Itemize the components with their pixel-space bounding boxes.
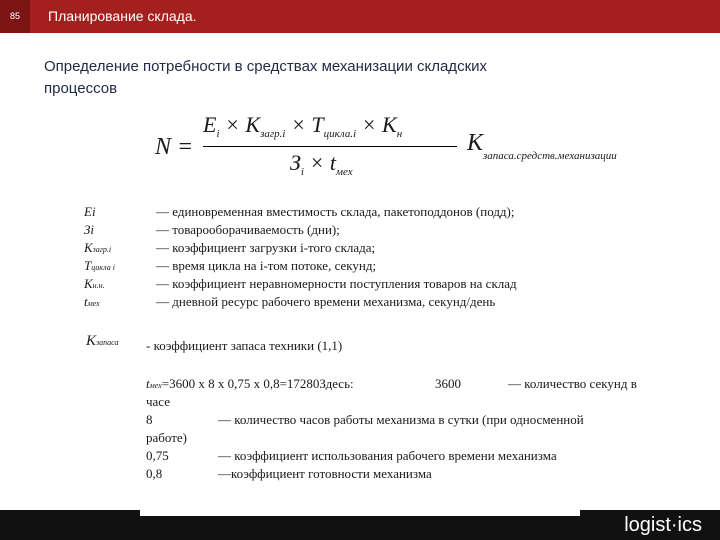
calc-line: 0,8 —коэффициент готовности механизма [146, 466, 432, 481]
definition-text: — коэффициент неравномерности поступления товаров на склад [156, 276, 517, 291]
reserve-text: - коэффициент запаса техники (1,1) [146, 338, 343, 353]
definition-symbol: tмех [84, 294, 100, 309]
subtitle: Определение потребности в средствах механизации складских процессов [44, 58, 488, 97]
definition-text: — коэффициент загрузки i-того склада; [156, 240, 376, 255]
calc-line: работе) [146, 430, 187, 445]
reserve-symbol: Kзапаса [86, 333, 119, 349]
definition-text: — единовременная вместимость склада, пакетоподдонов (подд); [156, 204, 515, 219]
calculation-block [146, 375, 686, 483]
definition-symbol: Tцикла i [84, 258, 115, 273]
definition-symbol: Ei [84, 204, 96, 219]
definition-symbol: Зi [84, 222, 95, 237]
formula [155, 108, 695, 188]
formula-denominator: $З_i \times t_{мех}$ [290, 150, 353, 178]
definition-symbol: Kзагр.i [84, 240, 112, 255]
calc-line: 0,75 — коэффициент использования рабочего времени механизма [146, 448, 557, 463]
calc-line: tмех=3600 х 8 х 0,75 х 0,8=17280Здесь: 3600 — количество секунд в [146, 376, 637, 391]
formula-numerator: $E_i \times K_{загр.i} \times T_{цикла.i} \times K_н$ [203, 112, 403, 140]
footer-white-band [140, 510, 580, 516]
fraction-bar [203, 146, 457, 147]
calc-line: часе [146, 394, 171, 409]
calc-line: 8 — количество часов работы механизма в сутки (при односменной [146, 412, 584, 427]
slide-number: 85 [0, 0, 30, 33]
definition-text: — товарооборачиваемость (дни); [156, 222, 340, 237]
definition-text: — дневной ресурс рабочего времени механизма, секунд/день [156, 294, 496, 309]
logo: logist·ics [624, 514, 702, 536]
formula-factor: $K_{запаса.средств.механизации}$ [467, 130, 617, 162]
header-bar [0, 0, 720, 33]
slide-title: Планирование склада. [48, 8, 197, 24]
definition-symbol: Kн.н. [84, 276, 105, 291]
definition-text: — время цикла на i-том потоке, секунд; [156, 258, 377, 273]
formula-lhs: N = [155, 134, 194, 160]
